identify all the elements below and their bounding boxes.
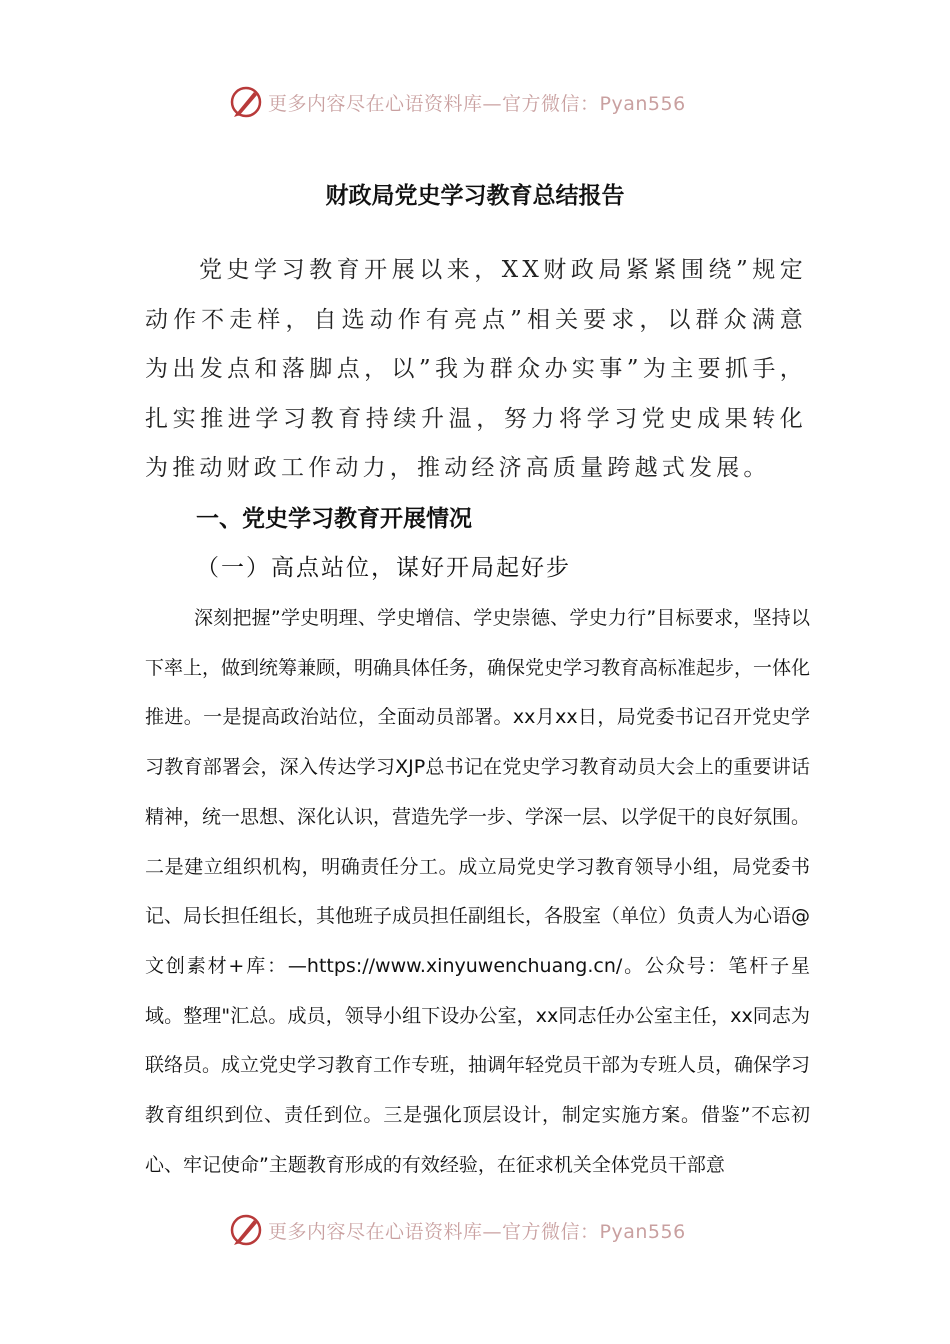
header-banner: [228, 82, 686, 122]
body-paragraph-block: [145, 594, 810, 1190]
lead-paragraph: 党史学习教育开展以来，XX财政局紧紧围绕”规定动作不走样，自选动作有亮点”相关要求，以群众满意为出发点和落脚点，以”我为群众办实事”为主要抓手，扎实推进学习教育持续升温，努力将学习党史成果转化为推动财政工作动力，推动经济高质量跨越式发展。: [145, 257, 807, 482]
document-title: 财政局党史学习教育总结报告: [325, 182, 625, 209]
footer-banner-wechat: Pyan556: [599, 1220, 686, 1243]
header-banner-wechat: Pyan556: [599, 92, 686, 115]
header-banner-text: 更多内容尽在心语资料库—官方微信：: [268, 92, 600, 115]
body-paragraph: 深刻把握”学史明理、学史增信、学史崇德、学史力行”目标要求，坚持以下率上，做到统筹兼顾，明确具体任务，确保党史学习教育高标准起步，一体化推进。一是提高政治站位，全面动员部署。xx月xx日，局党委书记召开党史学习教育部署会，深入传达学习XJP总书记在党史学习教育动员大会上的重要讲话精神，统一思想、深化认识，营造先学一步、学深一层、以学促干的良好氛围。二是建立组织机构，明确责任分工。成立局党史学习教育领导小组，局党委书记、局长担任组长，其他班子成员担任副组长，各股室（单位）负责人为心语@文创素材+库：—https://www.xinyuwenchuang.cn/。公众号：笔杆子星域。整理"汇总。成员，领导小组下设办公室，xx同志任办公室主任，xx同志为联络员。成立党史学习教育工作专班，抽调年轻党员干部为专班人员，确保学习教育组织到位、责任到位。三是强化顶层设计，制定实施方案。借鉴”不忘初心、牢记使命”主题教育形成的有效经验，在征求机关全体党员干部意: [145, 607, 811, 1176]
subsection-heading: （一）高点站位，谋好开局起好步: [196, 555, 571, 581]
section-heading: 一、党史学习教育开展情况: [196, 506, 472, 532]
pen-logo-icon: [228, 1212, 264, 1248]
footer-banner: [228, 1210, 686, 1250]
pen-logo-icon: [228, 84, 264, 120]
lead-paragraph-block: [145, 246, 807, 494]
footer-banner-text: 更多内容尽在心语资料库—官方微信：: [268, 1220, 600, 1243]
